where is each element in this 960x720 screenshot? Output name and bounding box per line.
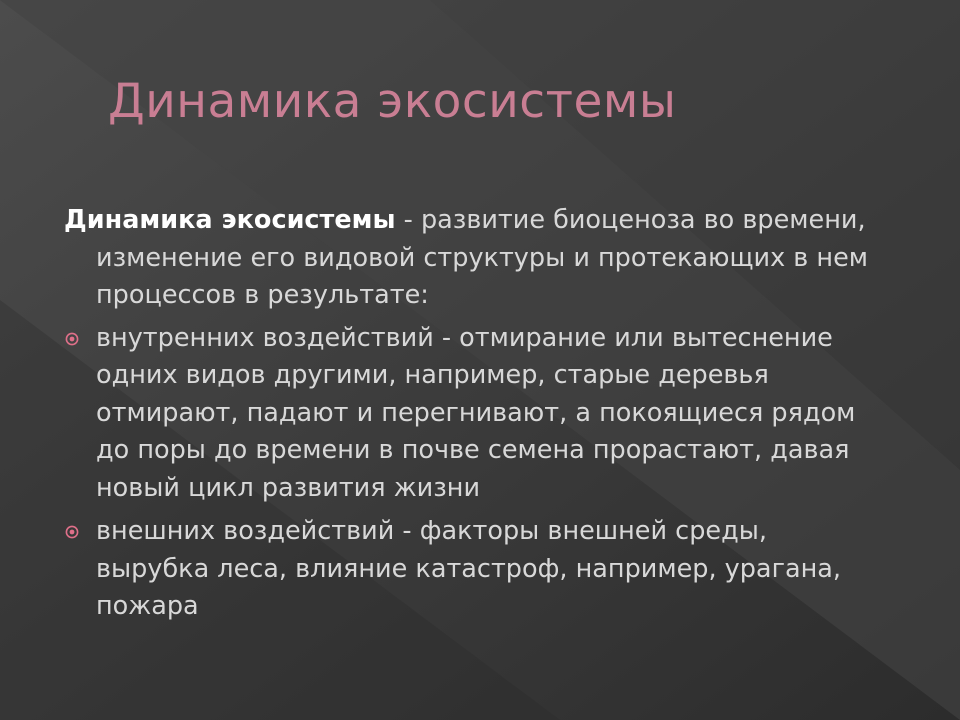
list-item <box>64 320 884 508</box>
slide-body <box>64 202 884 632</box>
target-bullet-icon <box>65 332 79 346</box>
intro-term: Динамика экосистемы <box>64 205 396 235</box>
intro-paragraph <box>64 202 884 315</box>
bullet-list <box>64 320 884 626</box>
slide-title: Динамика экосистемы <box>108 74 677 129</box>
intro-definition: - развитие биоценоза во времени, изменение его видовой структуры и протекающих в нем процессов в результате: <box>96 205 869 310</box>
bullet-text: внутренних воздействий - отмирание или вытеснение одних видов другими, например, старые деревья отмирают, падают и перегнивают, а покоящиеся рядом до поры до времени в почве семена прорастают, давая новый цикл развития жизни <box>96 322 856 503</box>
bullet-text: внешних воздействий - факторы внешней среды, вырубка леса, влияние катастроф, например, урагана, пожара <box>96 516 841 621</box>
list-item <box>64 513 884 626</box>
target-bullet-icon <box>65 525 79 539</box>
